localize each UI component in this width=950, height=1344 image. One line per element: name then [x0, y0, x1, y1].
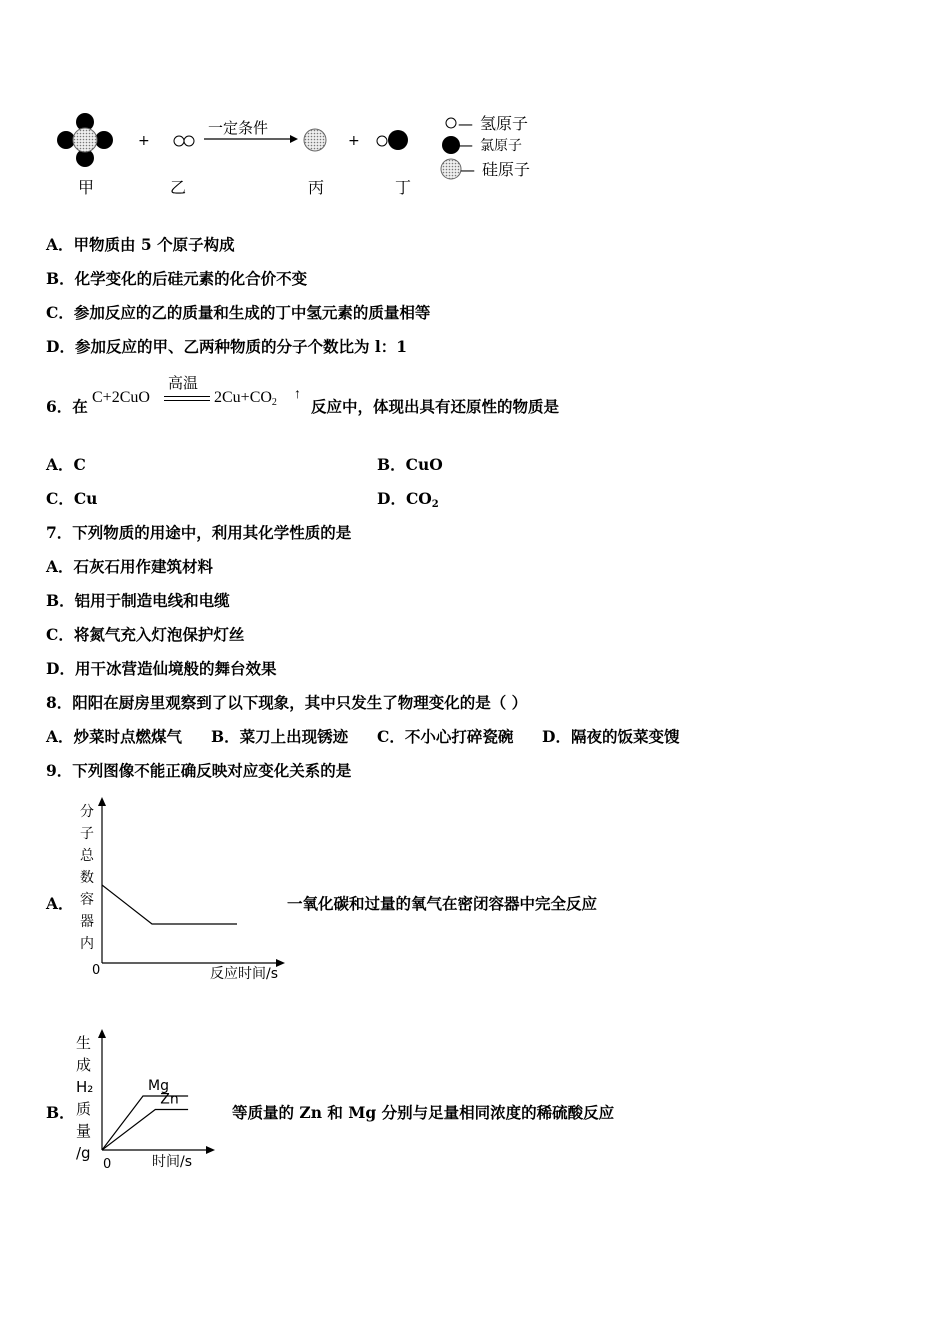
legend-chlorine: 氯原子: [480, 138, 522, 154]
chart-a: [70, 796, 295, 986]
molecule-bing: [304, 129, 326, 151]
q9-option-a-description: 一氧化碳和过量的氧气在密闭容器中完全反应: [287, 894, 598, 913]
plot-area: [102, 885, 237, 924]
y-label-char: 内: [80, 936, 94, 952]
molecule-ding: [377, 130, 408, 150]
series-label-mg: Mg: [148, 1078, 169, 1094]
legend: [441, 114, 530, 179]
y-label-char: 器: [80, 914, 94, 930]
y-label-char: 子: [80, 826, 94, 842]
q8-option-a[interactable]: A．炒菜时点燃煤气: [46, 727, 183, 746]
origin-label: 0: [103, 1157, 112, 1172]
q5-option-a[interactable]: A．甲物质由 5 个原子构成: [46, 235, 235, 254]
svg-text:—: —: [458, 115, 473, 133]
y-label-char: 数: [80, 870, 94, 886]
label-ding: 丁: [395, 178, 412, 197]
y-label-char: 容: [80, 892, 94, 908]
q7-option-b[interactable]: B．铝用于制造电线和电缆: [46, 591, 230, 610]
q9-option-b-description: 等质量的 Zn 和 Mg 分别与足量相同浓度的稀硫酸反应: [232, 1103, 615, 1122]
svg-text:—: —: [458, 136, 473, 154]
y-label-char: 生: [76, 1034, 92, 1052]
y-label-char: 质: [76, 1100, 92, 1118]
q6-option-d[interactable]: D．$CO_2$: [377, 489, 439, 510]
chart-b: [70, 1028, 230, 1178]
plot-area: [102, 1078, 188, 1150]
q6-option-a[interactable]: A．C: [46, 455, 86, 474]
q5-option-d[interactable]: D．参加反应的甲、乙两种物质的分子个数比为 l：1: [46, 337, 408, 356]
y-label-char: H₂: [76, 1078, 94, 1096]
series-line: [102, 885, 237, 924]
molecule-yi: [174, 136, 194, 146]
q7-stem: 7．下列物质的用途中，利用其化学性质的是: [46, 523, 352, 542]
legend-hydrogen: 氢原子: [480, 114, 529, 133]
q9-option-b-letter[interactable]: B．: [46, 1103, 75, 1122]
q7-option-c[interactable]: C．将氮气充入灯泡保护灯丝: [46, 625, 245, 644]
label-yi: 乙: [170, 178, 187, 197]
reaction-diagram: [40, 108, 560, 203]
plus-sign: +: [348, 133, 360, 149]
q8-option-c[interactable]: C．不小心打碎瓷碗: [377, 727, 514, 746]
q6-stem: 6．在: [46, 397, 88, 416]
y-label-char: 成: [76, 1056, 92, 1074]
y-label-char: /g: [76, 1144, 91, 1162]
y-axis-label: [80, 804, 95, 952]
y-label-char: 量: [76, 1122, 92, 1140]
q6-suffix: 反应中，体现出具有还原性的物质是: [311, 397, 560, 416]
q5-option-b[interactable]: B．化学变化的后硅元素的化合价不变: [46, 269, 308, 288]
legend-silicon: 硅原子: [482, 160, 531, 179]
x-axis-label: 时间/s: [152, 1154, 193, 1170]
q6-option-b[interactable]: B．CuO: [377, 455, 443, 474]
series-line-zn: [102, 1110, 188, 1151]
label-bing: 丙: [308, 178, 325, 197]
y-label-char: 总: [80, 848, 94, 864]
x-axis-label: 反应时间/s: [210, 966, 279, 982]
q8-option-d[interactable]: D．隔夜的饭菜变馊: [542, 727, 680, 746]
q7-option-a[interactable]: A．石灰石用作建筑材料: [46, 557, 214, 576]
q7-option-d[interactable]: D．用干冰营造仙境般的舞台效果: [46, 659, 277, 678]
origin-label: 0: [92, 963, 101, 978]
q6-option-c[interactable]: C．Cu: [46, 489, 98, 508]
q9-option-a-letter[interactable]: A．: [46, 894, 74, 913]
y-axis-label: [76, 1034, 93, 1162]
y-label-char: 分: [80, 804, 94, 820]
plus-sign: +: [138, 133, 150, 149]
q8-stem: 8．阳阳在厨房里观察到了以下现象，其中只发生了物理变化的是（ ）: [46, 693, 528, 712]
q9-stem: 9．下列图像不能正确反映对应变化关系的是: [46, 761, 352, 780]
reaction-condition: 一定条件: [208, 119, 269, 137]
q8-option-b[interactable]: B．菜刀上出现锈迹: [211, 727, 349, 746]
svg-text:—: —: [460, 161, 475, 179]
q5-option-c[interactable]: C．参加反应的乙的质量和生成的丁中氢元素的质量相等: [46, 303, 431, 322]
molecule-jia: [57, 113, 113, 167]
series-label-zn: Zn: [160, 1091, 179, 1108]
label-jia: 甲: [78, 178, 95, 197]
